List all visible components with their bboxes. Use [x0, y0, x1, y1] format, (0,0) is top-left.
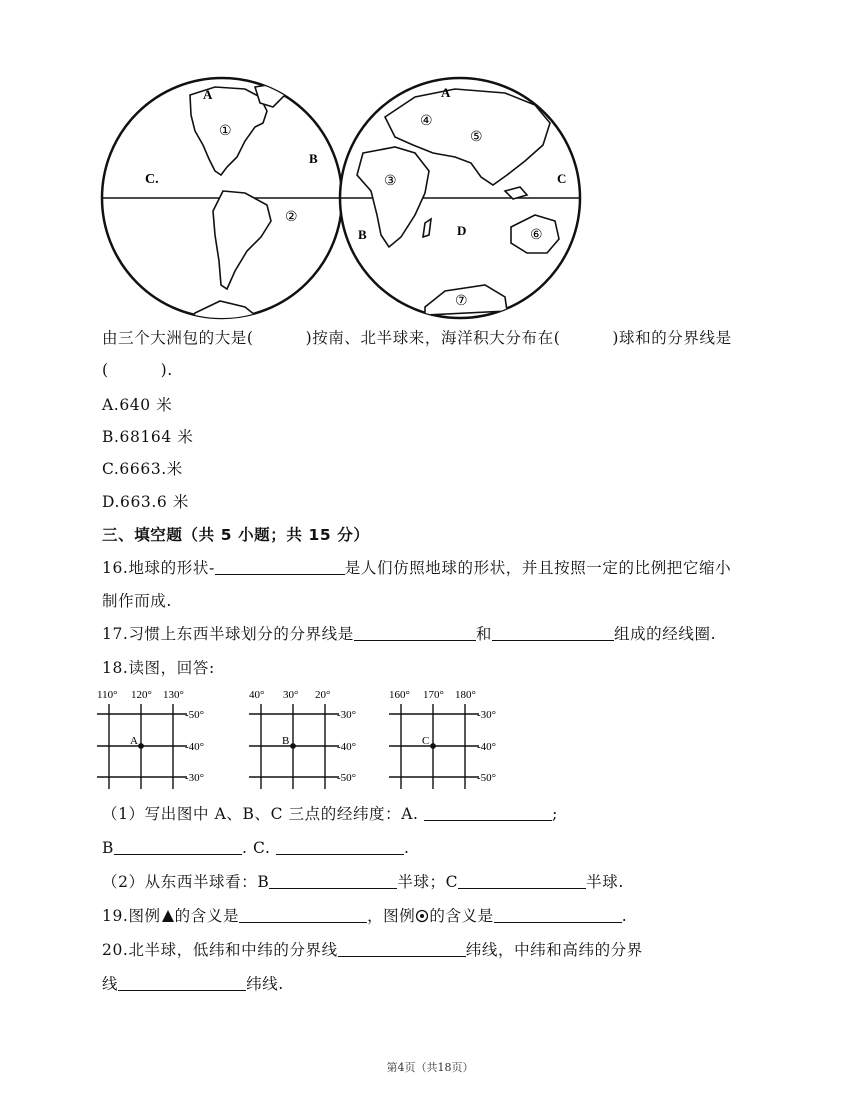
label-right-3: ③	[384, 174, 397, 189]
grid-3-point	[431, 744, 435, 748]
label-right-D: D	[457, 223, 467, 238]
grid-3-latitude-label-1: -30°	[477, 709, 497, 721]
q19-blank-2[interactable]	[494, 906, 622, 923]
page-footer: 第4页（共18页）	[386, 1061, 474, 1074]
q19-line: 19.图例 的含义是 ，图例 的含义是 .	[102, 907, 628, 925]
label-left-A: A	[203, 87, 213, 102]
q15-line1: 由三个大洲包的大是( )按南、北半球来，海洋积大分布在( )球和的分界线是	[102, 329, 732, 347]
grid-1-latitude-label-1: -50°	[185, 709, 205, 721]
q18-grid-figures	[95, 684, 515, 794]
q18-sub1-line2: B . C. .	[102, 839, 410, 857]
q20-line2: 线 纬线.	[102, 975, 284, 993]
q18-blank-d[interactable]	[269, 872, 397, 889]
grid-2-longitude-label-2: 30°	[283, 689, 299, 701]
q15-option-b[interactable]: B.68164 米	[102, 428, 194, 446]
grid-2-longitude-label-1: 40°	[249, 689, 265, 701]
label-right-7: ⑦	[455, 294, 468, 309]
grid-1-longitude-label-3: 130°	[163, 689, 184, 701]
grid-1-point	[139, 744, 143, 748]
q16-line2: 制作而成.	[102, 592, 172, 610]
section3-title: 三、填空题（共 5 小题；共 15 分）	[102, 526, 370, 544]
grid-1-longitude-label-1: 110°	[97, 689, 118, 701]
q18-sub2: （2）从东西半球看：B 半球；C 半球.	[102, 873, 624, 891]
q18-sub1-line1: （1）写出图中 A、B、C 三点的经纬度：A. ;	[102, 805, 558, 823]
grid-3-longitude-label-2: 170°	[423, 689, 444, 701]
q17-line: 17.习惯上东西半球划分的分界线是 和 组成的经线圈.	[102, 625, 717, 643]
world-hemispheres-map	[95, 75, 590, 320]
label-right-C: C	[557, 171, 567, 186]
western-hemisphere	[102, 78, 342, 320]
grid-3-latitude-label-2: -40°	[477, 741, 497, 753]
q16-blank[interactable]	[215, 558, 345, 575]
q18-title: 18.读图，回答:	[102, 659, 215, 677]
q18-blank-a[interactable]	[424, 804, 552, 821]
q18-blank-c[interactable]	[276, 838, 404, 855]
grid-1-point-label: A	[130, 735, 138, 747]
grid-3-point-label: C	[422, 735, 430, 747]
grid-3-longitude-label-1: 160°	[389, 689, 410, 701]
label-left-2: ②	[285, 210, 298, 225]
grid-3-longitude-label-3: 180°	[455, 689, 476, 701]
q15-option-a[interactable]: A.640 米	[102, 396, 173, 414]
q20-blank-2[interactable]	[118, 974, 246, 991]
label-left-B: B	[309, 151, 318, 166]
grid-3-latitude-label-3: -50°	[477, 772, 497, 784]
label-right-4: ④	[420, 114, 433, 129]
q19-blank-1[interactable]	[239, 906, 367, 923]
grid-1-latitude-label-3: -30°	[185, 772, 205, 784]
eastern-hemisphere	[340, 78, 580, 318]
q18-blank-e[interactable]	[458, 872, 586, 889]
label-right-6: ⑥	[530, 228, 543, 243]
grid-2-point-label: B	[282, 735, 290, 747]
grid-2-point	[291, 744, 295, 748]
grid-2-latitude-label-3: -50°	[337, 772, 357, 784]
label-left-1: ①	[219, 124, 232, 139]
q20-line1: 20.北半球，低纬和中纬的分界线 纬线，中纬和高纬的分界	[102, 941, 643, 959]
label-right-B: B	[358, 227, 367, 242]
q16-line1: 16.地球的形状- 是人们仿照地球的形状，并且按照一定的比例把它缩小	[102, 559, 732, 577]
grid-2-longitude-label-3: 20°	[315, 689, 331, 701]
circle-dot-legend-icon	[415, 909, 429, 923]
q17-blank-1[interactable]	[354, 624, 476, 641]
label-right-5: ⑤	[470, 130, 483, 145]
q15-option-d[interactable]: D.663.6 米	[102, 493, 190, 511]
q15-option-c[interactable]: C.6663.米	[102, 460, 183, 478]
grid-2-latitude-label-2: -40°	[337, 741, 357, 753]
q17-blank-2[interactable]	[492, 624, 614, 641]
label-right-A: A	[441, 85, 451, 100]
grid-1-latitude-label-2: -40°	[185, 741, 205, 753]
grid-1-longitude-label-2: 120°	[131, 689, 152, 701]
grid-2-latitude-label-1: -30°	[337, 709, 357, 721]
q15-line2: ( ).	[102, 361, 173, 379]
q20-blank-1[interactable]	[338, 940, 466, 957]
triangle-legend-icon	[161, 909, 175, 923]
q18-blank-b[interactable]	[114, 838, 242, 855]
label-left-C: C.	[145, 172, 159, 187]
